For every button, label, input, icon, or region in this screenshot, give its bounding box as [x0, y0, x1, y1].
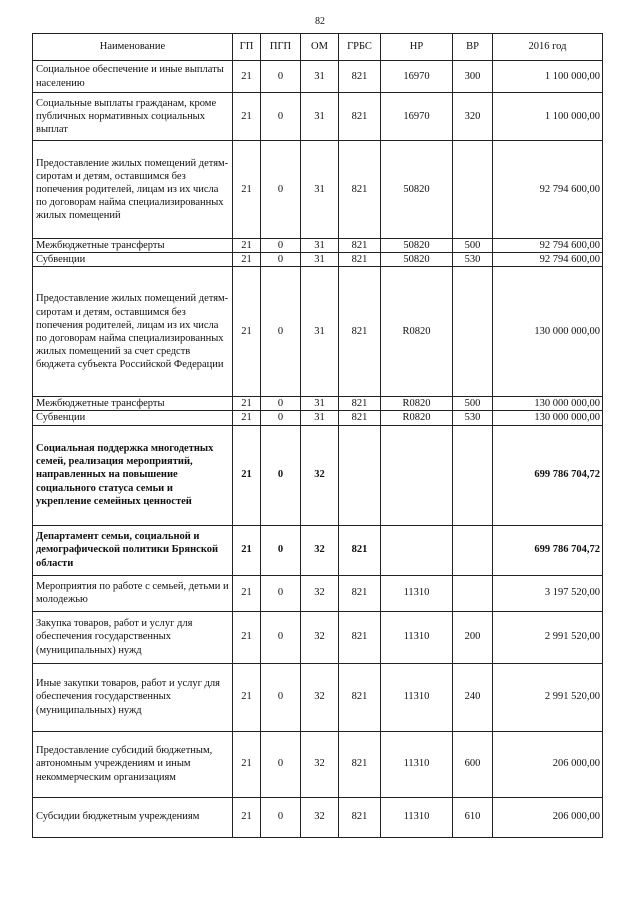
row-pgp: 0 [261, 397, 301, 411]
table-row [33, 93, 603, 141]
row-gp: 21 [233, 575, 261, 611]
row-grbs: 821 [339, 411, 381, 425]
row-amount: 92 794 600,00 [493, 141, 603, 239]
row-pgp: 0 [261, 141, 301, 239]
row-np: R0820 [381, 267, 453, 397]
row-pgp: 0 [261, 525, 301, 575]
row-grbs: 821 [339, 239, 381, 253]
row-gp: 21 [233, 411, 261, 425]
row-name: Межбюджетные трансферты [33, 239, 233, 253]
row-np [381, 425, 453, 525]
row-np: 16970 [381, 61, 453, 93]
table-row [33, 611, 603, 663]
row-amount: 130 000 000,00 [493, 267, 603, 397]
row-np: 11310 [381, 797, 453, 837]
row-pgp: 0 [261, 575, 301, 611]
row-np [381, 525, 453, 575]
row-pgp: 0 [261, 239, 301, 253]
row-gp: 21 [233, 397, 261, 411]
table-row [33, 575, 603, 611]
header-grbs: ГРБС [339, 34, 381, 61]
row-om: 31 [301, 397, 339, 411]
row-gp: 21 [233, 93, 261, 141]
row-pgp: 0 [261, 611, 301, 663]
row-amount: 1 100 000,00 [493, 93, 603, 141]
header-name: Наименование [33, 34, 233, 61]
row-amount: 92 794 600,00 [493, 253, 603, 267]
row-name: Социальные выплаты гражданам, кроме публичных нормативных социальных выплат [33, 93, 233, 141]
row-gp: 21 [233, 525, 261, 575]
row-om: 32 [301, 425, 339, 525]
row-name: Субсидии бюджетным учреждениям [33, 797, 233, 837]
row-pgp: 0 [261, 663, 301, 731]
row-grbs [339, 425, 381, 525]
table-row [33, 731, 603, 797]
table-row-bold [33, 525, 603, 575]
row-grbs: 821 [339, 525, 381, 575]
header-year: 2016 год [493, 34, 603, 61]
row-grbs: 821 [339, 611, 381, 663]
row-name: Закупка товаров, работ и услуг для обеспечения государственных (муниципальных) нужд [33, 611, 233, 663]
row-vr: 300 [453, 61, 493, 93]
row-gp: 21 [233, 797, 261, 837]
row-vr: 610 [453, 797, 493, 837]
row-grbs: 821 [339, 575, 381, 611]
row-vr [453, 425, 493, 525]
row-amount: 3 197 520,00 [493, 575, 603, 611]
table-row-bold [33, 425, 603, 525]
row-grbs: 821 [339, 397, 381, 411]
row-name: Социальное обеспечение и иные выплаты населению [33, 61, 233, 93]
row-vr [453, 141, 493, 239]
row-grbs: 821 [339, 253, 381, 267]
row-vr: 530 [453, 411, 493, 425]
row-amount: 92 794 600,00 [493, 239, 603, 253]
table-row [33, 397, 603, 411]
row-pgp: 0 [261, 253, 301, 267]
row-om: 31 [301, 411, 339, 425]
row-amount: 206 000,00 [493, 797, 603, 837]
row-np: 11310 [381, 611, 453, 663]
row-np: 50820 [381, 253, 453, 267]
row-vr: 500 [453, 397, 493, 411]
row-om: 31 [301, 267, 339, 397]
row-grbs: 821 [339, 797, 381, 837]
row-vr [453, 575, 493, 611]
page-number: 82 [315, 16, 325, 27]
row-grbs: 821 [339, 93, 381, 141]
row-gp: 21 [233, 425, 261, 525]
row-np: 50820 [381, 141, 453, 239]
row-om: 32 [301, 663, 339, 731]
row-vr: 500 [453, 239, 493, 253]
row-om: 32 [301, 611, 339, 663]
row-name: Межбюджетные трансферты [33, 397, 233, 411]
row-om: 32 [301, 731, 339, 797]
row-name: Иные закупки товаров, работ и услуг для обеспечения государственных (муниципальных) нужд [33, 663, 233, 731]
row-gp: 21 [233, 611, 261, 663]
row-grbs: 821 [339, 663, 381, 731]
row-om: 31 [301, 93, 339, 141]
header-pgp: ПГП [261, 34, 301, 61]
row-gp: 21 [233, 141, 261, 239]
table-row [33, 663, 603, 731]
budget-table [32, 33, 603, 838]
row-amount: 1 100 000,00 [493, 61, 603, 93]
row-pgp: 0 [261, 731, 301, 797]
row-vr: 600 [453, 731, 493, 797]
row-np: 16970 [381, 93, 453, 141]
row-np: 50820 [381, 239, 453, 253]
row-grbs: 821 [339, 141, 381, 239]
row-amount: 130 000 000,00 [493, 397, 603, 411]
row-gp: 21 [233, 253, 261, 267]
header-om: ОМ [301, 34, 339, 61]
row-np: R0820 [381, 397, 453, 411]
row-name: Мероприятия по работе с семьей, детьми и молодежью [33, 575, 233, 611]
row-om: 32 [301, 525, 339, 575]
row-np: 11310 [381, 575, 453, 611]
row-om: 32 [301, 797, 339, 837]
row-pgp: 0 [261, 267, 301, 397]
row-grbs: 821 [339, 61, 381, 93]
row-amount: 699 786 704,72 [493, 425, 603, 525]
row-name: Предоставление жилых помещений детям-сиротам и детям, оставшимся без попечения родителей, лицам из их числа по договорам найма специализированных жилых помещений [33, 141, 233, 239]
row-amount: 2 991 520,00 [493, 663, 603, 731]
header-gp: ГП [233, 34, 261, 61]
row-om: 31 [301, 253, 339, 267]
row-amount: 699 786 704,72 [493, 525, 603, 575]
row-vr: 240 [453, 663, 493, 731]
row-np: 11310 [381, 663, 453, 731]
row-grbs: 821 [339, 267, 381, 397]
row-np: R0820 [381, 411, 453, 425]
row-vr: 200 [453, 611, 493, 663]
row-name: Предоставление субсидий бюджетным, автономным учреждениям и иным некоммерческим организациям [33, 731, 233, 797]
row-pgp: 0 [261, 411, 301, 425]
row-pgp: 0 [261, 425, 301, 525]
row-om: 31 [301, 61, 339, 93]
header-vr: ВР [453, 34, 493, 61]
row-vr [453, 267, 493, 397]
row-pgp: 0 [261, 797, 301, 837]
row-gp: 21 [233, 239, 261, 253]
row-amount: 130 000 000,00 [493, 411, 603, 425]
row-om: 32 [301, 575, 339, 611]
row-vr: 530 [453, 253, 493, 267]
table-header-row [33, 34, 603, 61]
row-gp: 21 [233, 61, 261, 93]
table-row [33, 61, 603, 93]
table-row [33, 411, 603, 425]
table-row [33, 239, 603, 253]
row-grbs: 821 [339, 731, 381, 797]
row-pgp: 0 [261, 61, 301, 93]
row-amount: 2 991 520,00 [493, 611, 603, 663]
table-row [33, 797, 603, 837]
row-pgp: 0 [261, 93, 301, 141]
row-name: Субвенции [33, 253, 233, 267]
header-np: НР [381, 34, 453, 61]
row-name: Департамент семьи, социальной и демографической политики Брянской области [33, 525, 233, 575]
row-gp: 21 [233, 663, 261, 731]
row-om: 31 [301, 141, 339, 239]
row-vr: 320 [453, 93, 493, 141]
row-amount: 206 000,00 [493, 731, 603, 797]
row-gp: 21 [233, 731, 261, 797]
row-name: Предоставление жилых помещений детям-сиротам и детям, оставшимся без попечения родителей, лицам из их числа по договорам найма специализированных жилых помещений за счет средств бюджета субъекта Российской Федерации [33, 267, 233, 397]
row-np: 11310 [381, 731, 453, 797]
table-row [33, 253, 603, 267]
table-row [33, 141, 603, 239]
row-name: Социальная поддержка многодетных семей, реализация мероприятий, направленных на повышение социального статуса семьи и укрепление семейных ценностей [33, 425, 233, 525]
row-gp: 21 [233, 267, 261, 397]
row-vr [453, 525, 493, 575]
row-name: Субвенции [33, 411, 233, 425]
table-row [33, 267, 603, 397]
row-om: 31 [301, 239, 339, 253]
